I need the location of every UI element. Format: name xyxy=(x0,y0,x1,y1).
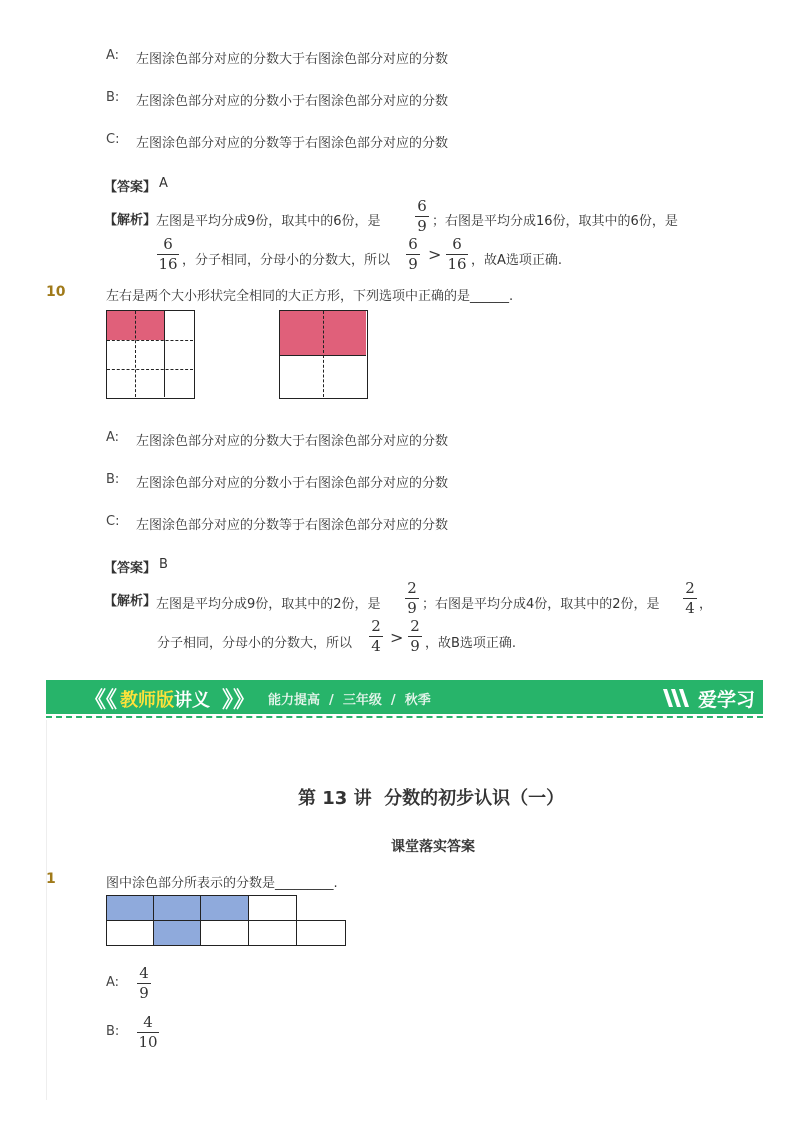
shaded-cell xyxy=(153,895,201,921)
banner-tags: 能力提高 / 三年级 / 秋季 xyxy=(268,693,431,708)
analysis-text: 分子相同，分母小的分数大，所以 xyxy=(157,636,353,651)
option-letter: B: xyxy=(106,1024,120,1039)
option-letter: A: xyxy=(106,430,120,445)
banner-label-notes: 讲义 xyxy=(174,690,210,711)
fraction: 6 9 xyxy=(406,236,420,273)
fraction: 2 9 xyxy=(408,618,422,655)
answer-value: B xyxy=(159,557,168,572)
empty-cell xyxy=(200,920,249,946)
option-letter: C: xyxy=(106,514,120,529)
right-chevrons-icon: 》》 xyxy=(222,688,256,713)
empty-cell xyxy=(106,920,154,946)
brand-logo-icon xyxy=(661,685,695,709)
fraction: 2 4 xyxy=(369,618,383,655)
question-stem: 左右是两个大小形状完全相同的大正方形，下列选项中正确的是______. xyxy=(106,289,514,304)
analysis-tag: 【解析】 xyxy=(104,594,157,609)
fraction: 4 10 xyxy=(138,1013,158,1051)
analysis-text: ；右图是平均分成4份，取其中的2份，是 xyxy=(422,597,660,612)
page-margin-line xyxy=(46,720,47,1100)
question-number: 10 xyxy=(46,284,66,300)
analysis-text: ，故B选项正确. xyxy=(425,636,517,651)
shaded-cell xyxy=(200,895,249,921)
header-banner xyxy=(46,680,763,714)
q1-figure xyxy=(106,895,346,946)
fraction: 6 16 xyxy=(158,235,178,273)
brand-name: 爱学习 xyxy=(698,689,756,711)
greater-than-sign: > xyxy=(390,628,404,647)
option-text: 左图涂色部分对应的分数大于右图涂色部分对应的分数 xyxy=(136,52,449,67)
analysis-text: ，故A选项正确. xyxy=(471,253,563,268)
fraction: 2 4 xyxy=(683,580,697,617)
option-letter: C: xyxy=(106,132,120,147)
empty-cell xyxy=(248,920,297,946)
lesson-title: 第 13 讲 分数的初步认识（一） xyxy=(298,788,565,809)
option-text: 左图涂色部分对应的分数等于右图涂色部分对应的分数 xyxy=(136,136,449,151)
fraction: 6 9 xyxy=(415,198,429,235)
answer-value: A xyxy=(159,176,168,191)
option-text: 左图涂色部分对应的分数等于右图涂色部分对应的分数 xyxy=(136,518,449,533)
analysis-text: 左图是平均分成9份，取其中的6份，是 xyxy=(156,214,381,229)
option-text: 左图涂色部分对应的分数小于右图涂色部分对应的分数 xyxy=(136,94,449,109)
option-letter: A: xyxy=(106,975,120,990)
grid-line xyxy=(164,311,165,340)
shaded-cell xyxy=(107,311,165,340)
analysis-tag: 【解析】 xyxy=(104,213,157,228)
grid-line xyxy=(107,340,193,341)
option-letter: B: xyxy=(106,472,120,487)
fraction: 6 16 xyxy=(447,235,467,273)
greater-than-sign: > xyxy=(428,245,442,264)
grid-line xyxy=(280,355,366,356)
section-subtitle: 课堂落实答案 xyxy=(391,839,475,855)
grid-line xyxy=(107,369,193,370)
grid-line xyxy=(323,311,324,397)
left-chevrons-icon: 《《 xyxy=(84,688,118,713)
left-square-figure xyxy=(106,310,195,399)
option-text: 左图涂色部分对应的分数大于右图涂色部分对应的分数 xyxy=(136,434,449,449)
question-stem: 图中涂色部分所表示的分数是_________. xyxy=(106,876,338,891)
analysis-text: 左图是平均分成9份，取其中的2份，是 xyxy=(156,597,381,612)
fraction: 4 9 xyxy=(137,965,151,1002)
banner-divider xyxy=(46,716,763,718)
fraction: 2 9 xyxy=(405,580,419,617)
analysis-text: ；右图是平均分成16份，取其中的6份，是 xyxy=(432,214,678,229)
shaded-cell xyxy=(106,895,154,921)
shaded-cell xyxy=(153,920,201,946)
right-square-figure xyxy=(279,310,368,399)
empty-cell xyxy=(296,920,346,946)
grid-line xyxy=(135,311,136,397)
option-text: 左图涂色部分对应的分数小于右图涂色部分对应的分数 xyxy=(136,476,449,491)
option-letter: B: xyxy=(106,90,120,105)
analysis-text: ，分子相同，分母小的分数大，所以 xyxy=(182,253,391,268)
option-letter: A: xyxy=(106,48,120,63)
analysis-text: ， xyxy=(699,597,713,612)
empty-cell xyxy=(248,895,297,921)
question-number: 1 xyxy=(46,871,56,887)
answer-tag: 【答案】 xyxy=(104,561,157,576)
answer-tag: 【答案】 xyxy=(104,180,157,195)
banner-label-teacher: 教师版 xyxy=(120,690,174,711)
